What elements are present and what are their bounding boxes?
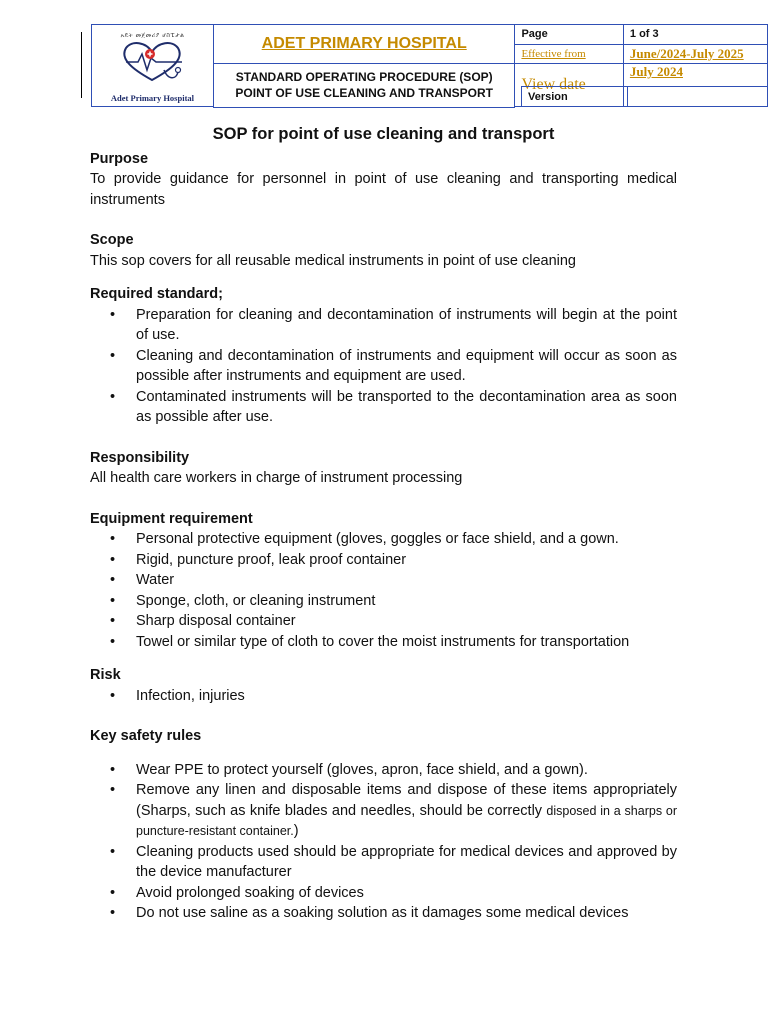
version-label: Version	[522, 87, 628, 107]
effective-from-label[interactable]: Effective from	[521, 47, 586, 60]
list-item: • Remove any linen and disposable items and dispose of these items appropriately (Sharps, such as knife blades and needles, should be correctly disposed in a sharps or puncture-resistant container.)	[110, 782, 677, 839]
list-item: • Do not use saline as a soaking solution as it damages some medical devices	[110, 905, 629, 921]
hospital-name[interactable]: ADET PRIMARY HOSPITAL	[261, 35, 467, 52]
version-row-table	[521, 86, 768, 107]
hospital-logo-icon	[112, 40, 192, 88]
view-date-value[interactable]: July 2024	[629, 64, 683, 79]
page-label: Page	[515, 25, 623, 45]
sop-title-line2: POINT OF USE CLEANING AND TRANSPORT	[235, 86, 493, 101]
list-item: • Rigid, puncture proof, leak proof container	[110, 551, 407, 568]
list-item: • Sponge, cloth, or cleaning instrument	[110, 592, 376, 609]
margin-change-bar	[81, 32, 82, 98]
list-item: • Water	[110, 572, 175, 588]
logo-amharic-text: አዴት መጀመሪያ ሆስፒታል	[120, 31, 185, 39]
risk-list	[90, 686, 677, 707]
required-standard-heading: Required standard;	[90, 286, 223, 302]
responsibility-heading: Responsibility	[90, 449, 190, 466]
document-title: SOP for point of use cleaning and transport	[212, 125, 555, 143]
page-value: 1 of 3	[623, 25, 767, 45]
version-value	[628, 87, 768, 107]
list-item: • Towel or similar type of cloth to cover the moist instruments for transportation	[110, 633, 630, 650]
purpose-heading: Purpose	[90, 150, 149, 167]
effective-from-value-cell	[623, 44, 767, 64]
effective-from-value[interactable]: June/2024-July 2025	[629, 45, 744, 61]
list-item: • Infection, injuries	[110, 687, 245, 704]
list-item: • Contaminated instruments will be transported to the decontamination area as soon as possible after use.	[110, 388, 677, 425]
sop-title-cell	[213, 64, 514, 108]
key-safety-list	[90, 760, 677, 924]
hospital-title-cell	[213, 25, 514, 64]
list-item: • Wear PPE to protect yourself (gloves, apron, face shield, and a gown).	[110, 761, 588, 778]
document-body	[90, 124, 677, 924]
list-item: • Cleaning products used should be appropriate for medical devices and approved by the device manufacturer	[110, 843, 677, 880]
list-item: • Personal protective equipment (gloves, goggles or face shield, and a gown.	[110, 531, 619, 547]
responsibility-text: All health care workers in charge of instrument processing	[90, 470, 463, 486]
logo-cell	[92, 25, 214, 107]
key-safety-heading: Key safety rules	[90, 728, 202, 744]
equipment-heading: Equipment requirement	[90, 510, 253, 527]
sop-title-line1: STANDARD OPERATING PROCEDURE (SOP)	[235, 70, 493, 85]
list-item: • Avoid prolonged soaking of devices	[110, 884, 364, 901]
list-item: • Preparation for cleaning and decontamination of instruments will begin at the point of use.	[110, 306, 677, 343]
equipment-list	[90, 529, 677, 652]
logo-spacer	[92, 107, 214, 108]
risk-heading: Risk	[90, 667, 121, 683]
logo-caption: Adet Primary Hospital	[110, 92, 195, 103]
purpose-text: To provide guidance for personnel in point of use cleaning and transporting medical instruments	[90, 171, 677, 208]
scope-text: This sop covers for all reusable medical instruments in point of use cleaning	[90, 252, 576, 269]
list-item: • Cleaning and decontamination of instruments and equipment will occur as soon as possible after instruments and equipment are used.	[110, 347, 677, 384]
view-date-label[interactable]: View date	[521, 76, 586, 93]
effective-from-label-cell	[515, 44, 623, 64]
scope-heading: Scope	[90, 232, 134, 248]
required-standard-list	[90, 305, 677, 428]
list-item: • Sharp disposal container	[110, 613, 296, 629]
